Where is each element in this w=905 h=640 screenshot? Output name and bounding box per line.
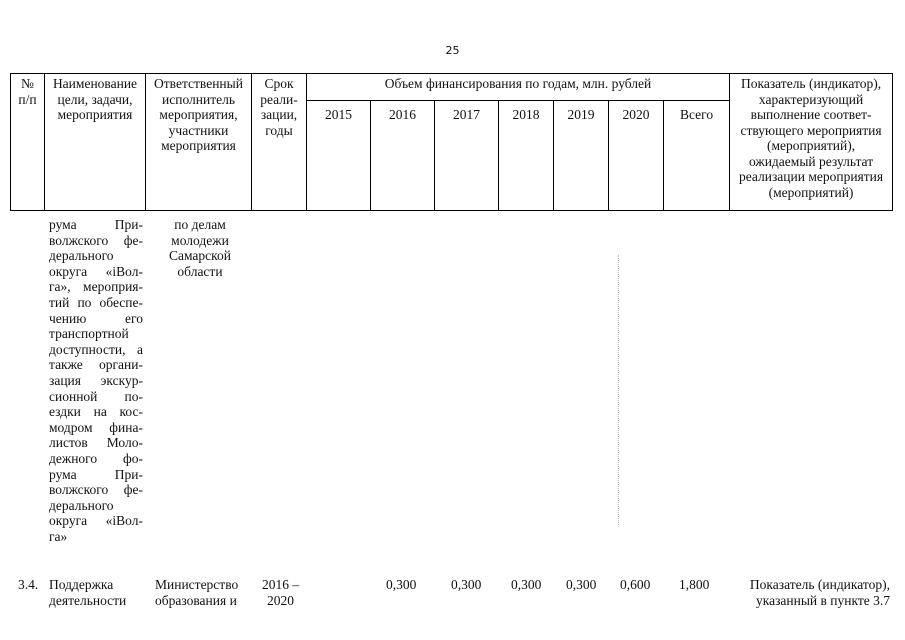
row-34-total: 1,800 [679,577,710,592]
row-34-2016: 0,300 [386,577,417,592]
header-year-2016: 2016 [371,101,435,211]
row-34-2018: 0,300 [511,577,542,592]
header-name: Наименование цели, задачи, мероприятия [45,74,146,211]
page-number: 25 [445,44,460,57]
header-term: Срок реали-зации, годы [252,74,307,211]
row-34-term: 2016 – 2020 [261,577,300,608]
row-34-num: 3.4. [18,577,39,592]
header-financing: Объем финансирования по годам, млн. рублей [307,74,730,101]
continuation-executor: по делам молодежи Самарской области [168,217,232,279]
table-header [10,73,893,211]
header-year-2017: 2017 [435,101,499,211]
row-34-executor: Министерство образования и [155,577,239,608]
row-34-2020: 0,600 [620,577,651,592]
continuation-name: рума При- волжского фе- дерального округа «iВол- га», мероприя- тий по обеспе- чению его транспортной доступности, а также органи- зация экскур- сионной по- ездки на кос- модром фина- листов Моло- дежного фо- рума При- волжского фе- дерального округа «iВол- га» [49,217,143,544]
header-year-2018: 2018 [499,101,554,211]
faint-divider [618,255,620,525]
header-year-2020: 2020 [609,101,664,211]
row-34-2019: 0,300 [566,577,597,592]
header-indicator: Показатель (индикатор), характеризующий выполнение соответ-ствующего мероприятия (мероприятий), ожидаемый результат реализации мероприятия (мероприятий) [730,74,893,211]
row-34-indicator: Показатель (индикатор), указанный в пункте 3.7 [749,577,890,608]
header-year-2015: 2015 [307,101,371,211]
header-year-2019: 2019 [554,101,609,211]
header-num: № п/п [11,74,45,211]
row-34-name: Поддержка деятельности [49,577,127,608]
header-total: Всего [664,101,730,211]
header-executor: Ответственный исполнитель мероприятия, участники мероприятия [146,74,252,211]
row-34-2017: 0,300 [451,577,482,592]
